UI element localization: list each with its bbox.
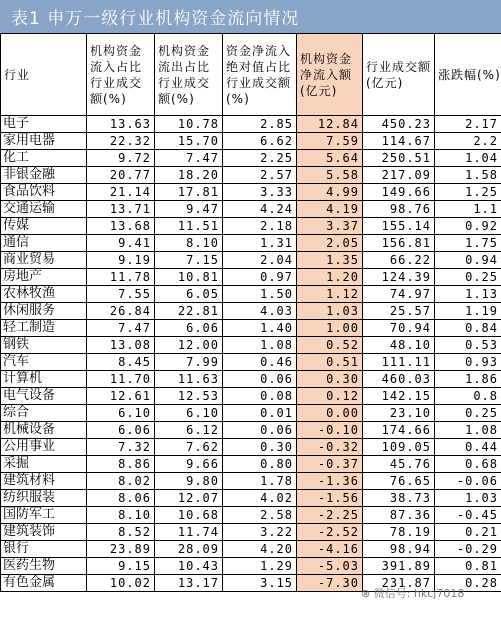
- table-row: [1, 218, 501, 235]
- net-abs-pct-cell: 0.30: [223, 439, 297, 456]
- inflow-pct-cell: 13.71: [87, 201, 155, 218]
- industry-cell: 家用电器: [1, 133, 87, 150]
- industry-cell: 传媒: [1, 218, 87, 235]
- net-abs-pct-cell: 1.40: [223, 320, 297, 337]
- outflow-pct-cell: 6.10: [155, 405, 223, 422]
- inflow-pct-cell: 9.19: [87, 252, 155, 269]
- industry-cell: 建筑材料: [1, 473, 87, 490]
- table-row: [1, 439, 501, 456]
- industry-cell: 通信: [1, 235, 87, 252]
- outflow-pct-cell: 18.20: [155, 167, 223, 184]
- net-inflow-cell: -7.30: [297, 575, 363, 592]
- industry-cell: 有色金属: [1, 575, 87, 592]
- turnover-cell: 38.73: [363, 490, 435, 507]
- table-row: [1, 422, 501, 439]
- net-abs-pct-cell: 2.57: [223, 167, 297, 184]
- net-abs-pct-cell: 1.50: [223, 286, 297, 303]
- turnover-cell: 124.39: [363, 269, 435, 286]
- turnover-cell: 114.67: [363, 133, 435, 150]
- outflow-pct-cell: 10.68: [155, 507, 223, 524]
- inflow-pct-cell: 13.63: [87, 116, 155, 133]
- table-row: [1, 541, 501, 558]
- turnover-cell: 111.11: [363, 354, 435, 371]
- industry-cell: 国防军工: [1, 507, 87, 524]
- change-pct-cell: 1.19: [435, 303, 501, 320]
- outflow-pct-cell: 9.66: [155, 456, 223, 473]
- table-row: [1, 473, 501, 490]
- outflow-pct-cell: 10.81: [155, 269, 223, 286]
- header-change-pct: 涨跌幅(%): [435, 34, 501, 116]
- table-row: [1, 456, 501, 473]
- table-row: [1, 490, 501, 507]
- table-row: [1, 133, 501, 150]
- industry-cell: 电气设备: [1, 388, 87, 405]
- outflow-pct-cell: 12.07: [155, 490, 223, 507]
- net-abs-pct-cell: 4.20: [223, 541, 297, 558]
- outflow-pct-cell: 6.12: [155, 422, 223, 439]
- turnover-cell: 78.19: [363, 524, 435, 541]
- net-inflow-cell: 0.52: [297, 337, 363, 354]
- inflow-pct-cell: 22.32: [87, 133, 155, 150]
- inflow-pct-cell: 8.45: [87, 354, 155, 371]
- outflow-pct-cell: 7.62: [155, 439, 223, 456]
- net-inflow-cell: 1.12: [297, 286, 363, 303]
- net-abs-pct-cell: 0.06: [223, 371, 297, 388]
- table-row: [1, 371, 501, 388]
- net-inflow-cell: 1.35: [297, 252, 363, 269]
- turnover-cell: 142.15: [363, 388, 435, 405]
- net-abs-pct-cell: 3.15: [223, 575, 297, 592]
- industry-cell: 公用事业: [1, 439, 87, 456]
- outflow-pct-cell: 12.00: [155, 337, 223, 354]
- change-pct-cell: 0.25: [435, 269, 501, 286]
- header-outflow-pct: 机构资金流出占比行业成交额(%): [155, 34, 223, 116]
- outflow-pct-cell: 10.78: [155, 116, 223, 133]
- outflow-pct-cell: 11.51: [155, 218, 223, 235]
- table-row: [1, 167, 501, 184]
- turnover-cell: 174.66: [363, 422, 435, 439]
- net-inflow-cell: 3.37: [297, 218, 363, 235]
- outflow-pct-cell: 9.47: [155, 201, 223, 218]
- table-row: [1, 507, 501, 524]
- turnover-cell: 109.05: [363, 439, 435, 456]
- change-pct-cell: 0.81: [435, 558, 501, 575]
- outflow-pct-cell: 7.47: [155, 150, 223, 167]
- industry-cell: 食品饮料: [1, 184, 87, 201]
- industry-cell: 休闲服务: [1, 303, 87, 320]
- table-row: [1, 150, 501, 167]
- header-net-inflow: 机构资金净流入额(亿元): [297, 34, 363, 116]
- turnover-cell: 231.87: [363, 575, 435, 592]
- industry-cell: 交通运输: [1, 201, 87, 218]
- net-inflow-cell: 0.51: [297, 354, 363, 371]
- net-inflow-cell: -2.52: [297, 524, 363, 541]
- change-pct-cell: 0.53: [435, 337, 501, 354]
- outflow-pct-cell: 28.09: [155, 541, 223, 558]
- net-inflow-cell: 1.00: [297, 320, 363, 337]
- header-inflow-pct: 机构资金流入占比行业成交额(%): [87, 34, 155, 116]
- net-inflow-cell: 4.19: [297, 201, 363, 218]
- industry-cell: 医药生物: [1, 558, 87, 575]
- change-pct-cell: 1.58: [435, 167, 501, 184]
- inflow-pct-cell: 8.10: [87, 507, 155, 524]
- net-inflow-cell: 1.03: [297, 303, 363, 320]
- outflow-pct-cell: 10.43: [155, 558, 223, 575]
- net-inflow-cell: -2.25: [297, 507, 363, 524]
- change-pct-cell: 0.44: [435, 439, 501, 456]
- net-abs-pct-cell: 0.01: [223, 405, 297, 422]
- table-row: [1, 235, 501, 252]
- turnover-cell: 66.22: [363, 252, 435, 269]
- change-pct-cell: 1.25: [435, 184, 501, 201]
- fund-flow-table: [0, 33, 501, 592]
- industry-cell: 商业贸易: [1, 252, 87, 269]
- change-pct-cell: 2.17: [435, 116, 501, 133]
- change-pct-cell: 2.2: [435, 133, 501, 150]
- net-inflow-cell: 5.64: [297, 150, 363, 167]
- outflow-pct-cell: 12.53: [155, 388, 223, 405]
- net-inflow-cell: 1.20: [297, 269, 363, 286]
- table-row: [1, 405, 501, 422]
- inflow-pct-cell: 23.89: [87, 541, 155, 558]
- change-pct-cell: 1.1: [435, 201, 501, 218]
- net-inflow-cell: 0.30: [297, 371, 363, 388]
- outflow-pct-cell: 11.74: [155, 524, 223, 541]
- change-pct-cell: 1.13: [435, 286, 501, 303]
- net-abs-pct-cell: 2.25: [223, 150, 297, 167]
- industry-cell: 房地产: [1, 269, 87, 286]
- change-pct-cell: 0.93: [435, 354, 501, 371]
- turnover-cell: 98.76: [363, 201, 435, 218]
- change-pct-cell: 0.8: [435, 388, 501, 405]
- net-abs-pct-cell: 3.22: [223, 524, 297, 541]
- inflow-pct-cell: 8.06: [87, 490, 155, 507]
- net-inflow-cell: -0.32: [297, 439, 363, 456]
- net-inflow-cell: 12.84: [297, 116, 363, 133]
- turnover-cell: 25.57: [363, 303, 435, 320]
- change-pct-cell: 0.68: [435, 456, 501, 473]
- turnover-cell: 250.51: [363, 150, 435, 167]
- outflow-pct-cell: 13.17: [155, 575, 223, 592]
- table-row: [1, 286, 501, 303]
- industry-cell: 采掘: [1, 456, 87, 473]
- table-row: [1, 354, 501, 371]
- change-pct-cell: -0.29: [435, 541, 501, 558]
- outflow-pct-cell: 9.80: [155, 473, 223, 490]
- outflow-pct-cell: 7.99: [155, 354, 223, 371]
- turnover-cell: 23.10: [363, 405, 435, 422]
- inflow-pct-cell: 20.77: [87, 167, 155, 184]
- outflow-pct-cell: 22.81: [155, 303, 223, 320]
- inflow-pct-cell: 9.15: [87, 558, 155, 575]
- change-pct-cell: 0.92: [435, 218, 501, 235]
- outflow-pct-cell: 6.05: [155, 286, 223, 303]
- net-inflow-cell: 0.12: [297, 388, 363, 405]
- inflow-pct-cell: 26.84: [87, 303, 155, 320]
- turnover-cell: 155.14: [363, 218, 435, 235]
- header-industry: 行业: [1, 34, 87, 116]
- table-row: [1, 388, 501, 405]
- industry-cell: 轻工制造: [1, 320, 87, 337]
- net-abs-pct-cell: 2.85: [223, 116, 297, 133]
- table-row: [1, 337, 501, 354]
- table-row: [1, 524, 501, 541]
- net-inflow-cell: 2.05: [297, 235, 363, 252]
- turnover-cell: 74.97: [363, 286, 435, 303]
- inflow-pct-cell: 10.02: [87, 575, 155, 592]
- inflow-pct-cell: 6.06: [87, 422, 155, 439]
- change-pct-cell: 0.21: [435, 524, 501, 541]
- turnover-cell: 87.36: [363, 507, 435, 524]
- net-inflow-cell: -1.36: [297, 473, 363, 490]
- net-inflow-cell: 0.00: [297, 405, 363, 422]
- net-abs-pct-cell: 4.02: [223, 490, 297, 507]
- inflow-pct-cell: 9.41: [87, 235, 155, 252]
- net-inflow-cell: 5.58: [297, 167, 363, 184]
- table-row: [1, 303, 501, 320]
- inflow-pct-cell: 11.78: [87, 269, 155, 286]
- table-row: [1, 320, 501, 337]
- change-pct-cell: 1.75: [435, 235, 501, 252]
- change-pct-cell: 1.86: [435, 371, 501, 388]
- industry-cell: 建筑装饰: [1, 524, 87, 541]
- inflow-pct-cell: 6.10: [87, 405, 155, 422]
- net-inflow-cell: -5.03: [297, 558, 363, 575]
- change-pct-cell: 1.04: [435, 150, 501, 167]
- turnover-cell: 217.09: [363, 167, 435, 184]
- outflow-pct-cell: 11.63: [155, 371, 223, 388]
- industry-cell: 综合: [1, 405, 87, 422]
- change-pct-cell: 0.25: [435, 405, 501, 422]
- change-pct-cell: 0.84: [435, 320, 501, 337]
- change-pct-cell: 1.03: [435, 490, 501, 507]
- net-abs-pct-cell: 0.97: [223, 269, 297, 286]
- table-title: 表1 申万一级行业机构资金流向情况: [0, 0, 501, 33]
- inflow-pct-cell: 8.02: [87, 473, 155, 490]
- net-abs-pct-cell: 0.06: [223, 422, 297, 439]
- table-row: [1, 201, 501, 218]
- change-pct-cell: 0.28: [435, 575, 501, 592]
- change-pct-cell: -0.45: [435, 507, 501, 524]
- industry-cell: 计算机: [1, 371, 87, 388]
- inflow-pct-cell: 12.61: [87, 388, 155, 405]
- net-abs-pct-cell: 1.08: [223, 337, 297, 354]
- change-pct-cell: -0.06: [435, 473, 501, 490]
- inflow-pct-cell: 13.68: [87, 218, 155, 235]
- table-row: [1, 252, 501, 269]
- net-inflow-cell: 7.59: [297, 133, 363, 150]
- outflow-pct-cell: 7.15: [155, 252, 223, 269]
- turnover-cell: 76.65: [363, 473, 435, 490]
- inflow-pct-cell: 8.86: [87, 456, 155, 473]
- turnover-cell: 70.94: [363, 320, 435, 337]
- net-inflow-cell: -0.37: [297, 456, 363, 473]
- industry-cell: 农林牧渔: [1, 286, 87, 303]
- change-pct-cell: 1.08: [435, 422, 501, 439]
- table-row: [1, 269, 501, 286]
- net-abs-pct-cell: 6.62: [223, 133, 297, 150]
- turnover-cell: 98.94: [363, 541, 435, 558]
- industry-cell: 钢铁: [1, 337, 87, 354]
- header-row: [1, 34, 501, 116]
- table-row: [1, 184, 501, 201]
- outflow-pct-cell: 15.70: [155, 133, 223, 150]
- outflow-pct-cell: 6.06: [155, 320, 223, 337]
- wechat-watermark: ⊗ 微信号: hkcj7018: [361, 587, 465, 600]
- net-abs-pct-cell: 3.33: [223, 184, 297, 201]
- inflow-pct-cell: 7.55: [87, 286, 155, 303]
- inflow-pct-cell: 21.14: [87, 184, 155, 201]
- turnover-cell: 48.10: [363, 337, 435, 354]
- inflow-pct-cell: 7.47: [87, 320, 155, 337]
- net-abs-pct-cell: 1.29: [223, 558, 297, 575]
- industry-cell: 电子: [1, 116, 87, 133]
- industry-cell: 汽车: [1, 354, 87, 371]
- net-abs-pct-cell: 0.46: [223, 354, 297, 371]
- net-abs-pct-cell: 2.18: [223, 218, 297, 235]
- net-abs-pct-cell: 2.04: [223, 252, 297, 269]
- turnover-cell: 149.66: [363, 184, 435, 201]
- net-abs-pct-cell: 2.58: [223, 507, 297, 524]
- turnover-cell: 460.03: [363, 371, 435, 388]
- net-abs-pct-cell: 0.08: [223, 388, 297, 405]
- header-turnover: 行业成交额(亿元): [363, 34, 435, 116]
- inflow-pct-cell: 8.52: [87, 524, 155, 541]
- turnover-cell: 45.76: [363, 456, 435, 473]
- outflow-pct-cell: 17.81: [155, 184, 223, 201]
- inflow-pct-cell: 7.32: [87, 439, 155, 456]
- net-inflow-cell: -4.16: [297, 541, 363, 558]
- table-row: [1, 558, 501, 575]
- inflow-pct-cell: 13.08: [87, 337, 155, 354]
- net-inflow-cell: -1.56: [297, 490, 363, 507]
- inflow-pct-cell: 9.72: [87, 150, 155, 167]
- net-abs-pct-cell: 1.78: [223, 473, 297, 490]
- change-pct-cell: 0.94: [435, 252, 501, 269]
- header-net-abs-pct: 资金净流入绝对值占比行业成交额(%): [223, 34, 297, 116]
- net-inflow-cell: -0.10: [297, 422, 363, 439]
- inflow-pct-cell: 11.70: [87, 371, 155, 388]
- industry-cell: 银行: [1, 541, 87, 558]
- outflow-pct-cell: 8.10: [155, 235, 223, 252]
- net-abs-pct-cell: 0.80: [223, 456, 297, 473]
- industry-cell: 化工: [1, 150, 87, 167]
- net-abs-pct-cell: 1.31: [223, 235, 297, 252]
- turnover-cell: 391.89: [363, 558, 435, 575]
- turnover-cell: 450.23: [363, 116, 435, 133]
- turnover-cell: 156.81: [363, 235, 435, 252]
- table-row: [1, 116, 501, 133]
- industry-cell: 非银金融: [1, 167, 87, 184]
- industry-cell: 纺织服装: [1, 490, 87, 507]
- industry-cell: 机械设备: [1, 422, 87, 439]
- net-abs-pct-cell: 4.24: [223, 201, 297, 218]
- net-inflow-cell: 4.99: [297, 184, 363, 201]
- net-abs-pct-cell: 4.03: [223, 303, 297, 320]
